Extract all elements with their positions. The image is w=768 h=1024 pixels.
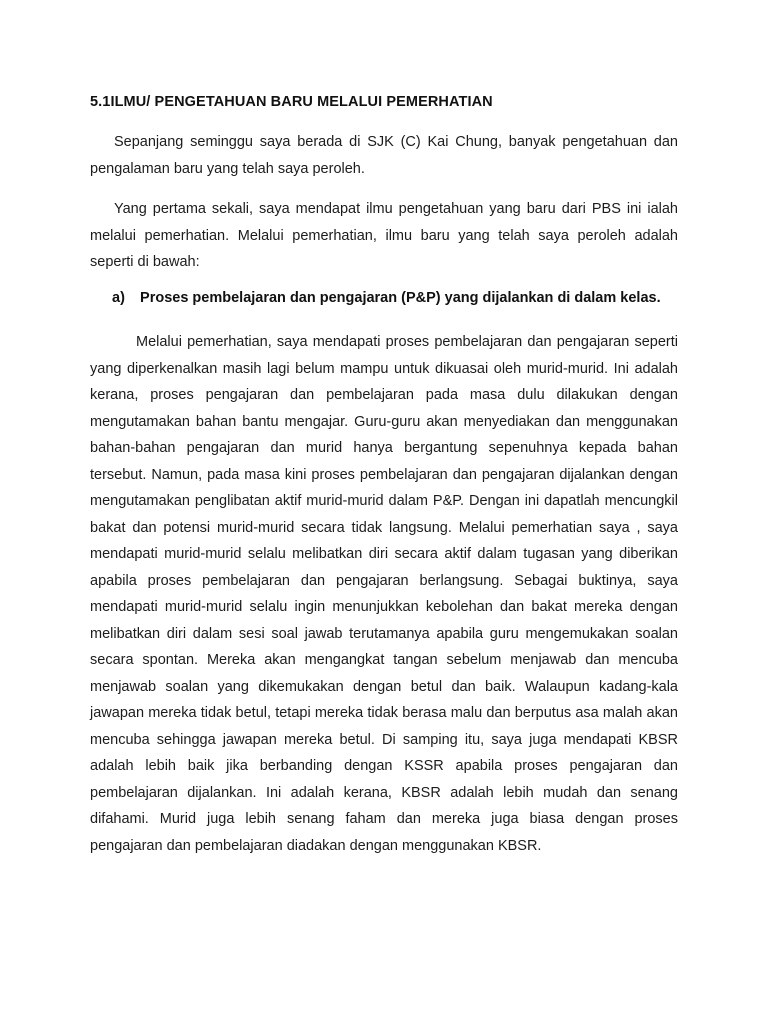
subheading-label: a) bbox=[112, 290, 125, 306]
section-heading: 5.1ILMU/ PENGETAHUAN BARU MELALUI PEMERHATIAN bbox=[90, 94, 493, 110]
subheading-a bbox=[112, 290, 682, 306]
paragraph-observation-details: Melalui pemerhatian, saya mendapati proses pembelajaran dan pengajaran seperti yang diperkenalkan masih lagi belum mampu untuk dikuasai oleh murid-murid. Ini adalah kerana, proses pengajaran dan pembelajaran pada masa dulu dilakukan dengan mengutamakan bahan bantu mengajar. Guru-guru akan menyediakan dan menggunakan bahan-bahan pengajaran dan murid hanya bergantung sepenuhnya kepada bahan tersebut. Namun, pada masa kini proses pembelajaran dan pengajaran dijalankan dengan mengutamakan penglibatan aktif murid-murid dalam P&P. Dengan ini dapatlah mencungkil bakat dan potensi murid-murid secara tidak langsung. Melalui pemerhatian saya , saya mendapati murid-murid selalu melibatkan diri secara aktif dalam tugasan yang diberikan apabila proses pembelajaran dan pengajaran berlangsung. Sebagai buktinya, saya mendapati murid-murid selalu ingin menunjukkan kebolehan dan bakat mereka dengan melibatkan diri dalam sesi soal jawab terutamanya apabila guru mengemukakan soalan secara spontan. Mereka akan mengangkat tangan sebelum menjawab dan mencuba menjawab soalan yang dikemukakan dengan betul dan baik. Walaupun kadang-kala jawapan mereka tidak betul, tetapi mereka tidak berasa malu dan berputus asa malah akan mencuba sehingga jawapan mereka betul. Di samping itu, saya juga mendapati KBSR adalah lebih baik jika berbanding dengan KSSR apabila proses pengajaran dan pembelajaran dijalankan. Ini adalah kerana, KBSR adalah lebih mudah dan senang difahami. Murid juga lebih senang faham dan mereka juga biasa dengan proses pengajaran dan pembelajaran diadakan dengan menggunakan KBSR. bbox=[90, 334, 678, 854]
subheading-text: Proses pembelajaran dan pengajaran (P&P) yang dijalankan di dalam kelas. bbox=[140, 290, 661, 306]
paragraph-intro: Sepanjang seminggu saya berada di SJK (C) Kai Chung, banyak pengetahuan dan pengalaman baru yang telah saya peroleh. bbox=[90, 134, 678, 177]
paragraph-first-observation: Yang pertama sekali, saya mendapat ilmu pengetahuan yang baru dari PBS ini ialah melalui pemerhatian. Melalui pemerhatian, ilmu baru yang telah saya peroleh adalah seperti di bawah: bbox=[90, 201, 678, 270]
